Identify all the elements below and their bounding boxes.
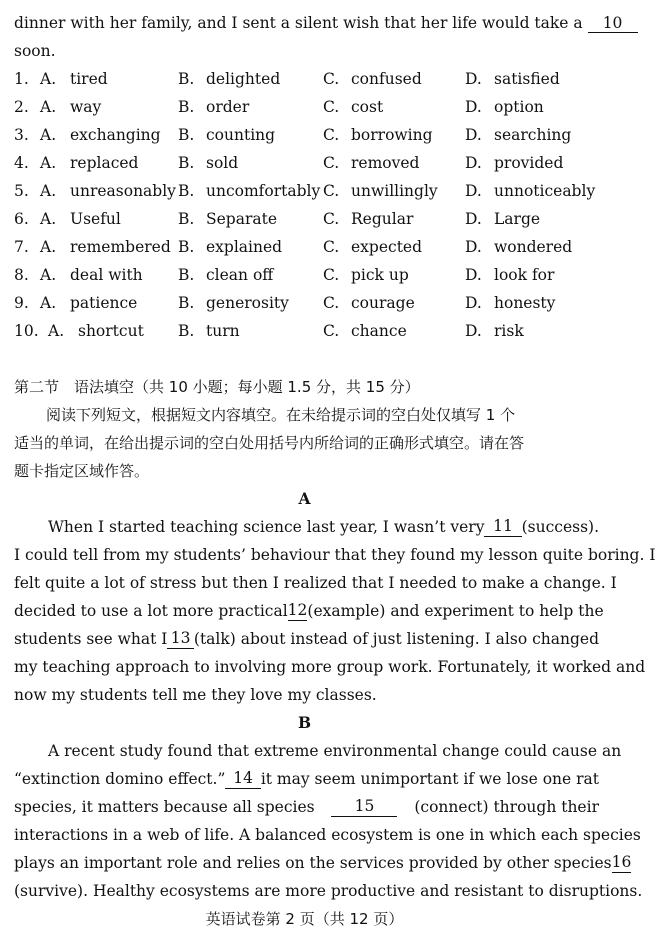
passage-a-title: A bbox=[298, 489, 311, 508]
page-footer: 英语试卷第 2 页（共 12 页） bbox=[205, 910, 404, 928]
option-row-5: 5. A. unreasonably B. uncomfortably C. unwillingly D. unnoticeably bbox=[14, 182, 596, 200]
blank-11: 11 bbox=[484, 517, 521, 537]
blank-14: 14 bbox=[225, 769, 260, 789]
passage-a-line-3: felt quite a lot of stress but then I realized that I needed to make a change. I bbox=[14, 574, 617, 592]
option-row-4: 4. A. replaced B. sold C. removed D. provided bbox=[14, 154, 564, 172]
option-row-6: 6. A. Useful B. Separate C. Regular D. Large bbox=[14, 210, 541, 228]
blank-10: 10 bbox=[588, 14, 638, 33]
passage-a-line-2: I could tell from my students’ behaviour that they found my lesson quite boring. I bbox=[14, 546, 655, 564]
option-row-8: 8. A. deal with B. clean off C. pick up D. look for bbox=[14, 266, 555, 284]
option-row-2: 2. A. way B. order C. cost D. option bbox=[14, 98, 544, 116]
passage-a-line-4: decided to use a lot more practical 12 (example) and experiment to help the bbox=[14, 601, 604, 620]
passage-b-line-3: species, it matters because all species 15 (connect) through their bbox=[14, 797, 599, 816]
section-heading: 第二节 语法填空（共 10 小题；每小题 1.5 分，共 15 分） bbox=[14, 378, 420, 396]
passage-a-line-1: When I started teaching science last year, I wasn’t very 11 (success). bbox=[48, 517, 599, 536]
passage-a-line-7: now my students tell me they love my classes. bbox=[14, 686, 377, 704]
instruction-line-2: 适当的单词，在给出提示词的空白处用括号内所给词的正确形式填空。请在答 bbox=[14, 434, 525, 452]
instruction-line-1: 阅读下列短文，根据短文内容填空。在未给提示词的空白处仅填写 1 个 bbox=[46, 406, 516, 424]
passage-b-line-1: A recent study found that extreme environmental change could cause an bbox=[48, 742, 622, 760]
passage-b-line-2: “extinction domino effect.” 14 it may seem unimportant if we lose one rat bbox=[14, 769, 599, 788]
passage-a-line-5: students see what I 13 (talk) about instead of just listening. I also changed bbox=[14, 629, 599, 648]
passage-a-line-6: my teaching approach to involving more group work. Fortunately, it worked and bbox=[14, 658, 646, 676]
instruction-line-3: 题卡指定区域作答。 bbox=[14, 462, 150, 480]
passage-b-line-4: interactions in a web of life. A balanced ecosystem is one in which each species bbox=[14, 826, 641, 844]
option-row-1: 1. A. tired B. delighted C. confused D. satisfied bbox=[14, 70, 560, 88]
intro-line-1: dinner with her family, and I sent a silent wish that her life would take a 10 bbox=[14, 13, 599, 33]
intro-line-2: soon. bbox=[14, 42, 56, 60]
blank-13: 13 bbox=[167, 629, 194, 649]
passage-b-line-5: plays an important role and relies on the services provided by other species 16 bbox=[14, 853, 632, 872]
option-row-7: 7. A. remembered B. explained C. expected D. wondered bbox=[14, 238, 573, 256]
blank-16: 16 bbox=[611, 853, 632, 871]
passage-b-line-6: (survive). Healthy ecosystems are more productive and resistant to disruptions. bbox=[14, 882, 643, 900]
passage-b-title: B bbox=[297, 713, 312, 732]
blank-15: 15 bbox=[331, 797, 397, 817]
option-row-9: 9. A. patience B. generosity C. courage D. honesty bbox=[14, 294, 556, 312]
option-row-10: 10. A. shortcut B. turn C. chance D. risk bbox=[14, 322, 524, 340]
option-row-3: 3. A. exchanging B. counting C. borrowing D. searching bbox=[14, 126, 572, 144]
blank-12: 12 bbox=[287, 601, 308, 619]
